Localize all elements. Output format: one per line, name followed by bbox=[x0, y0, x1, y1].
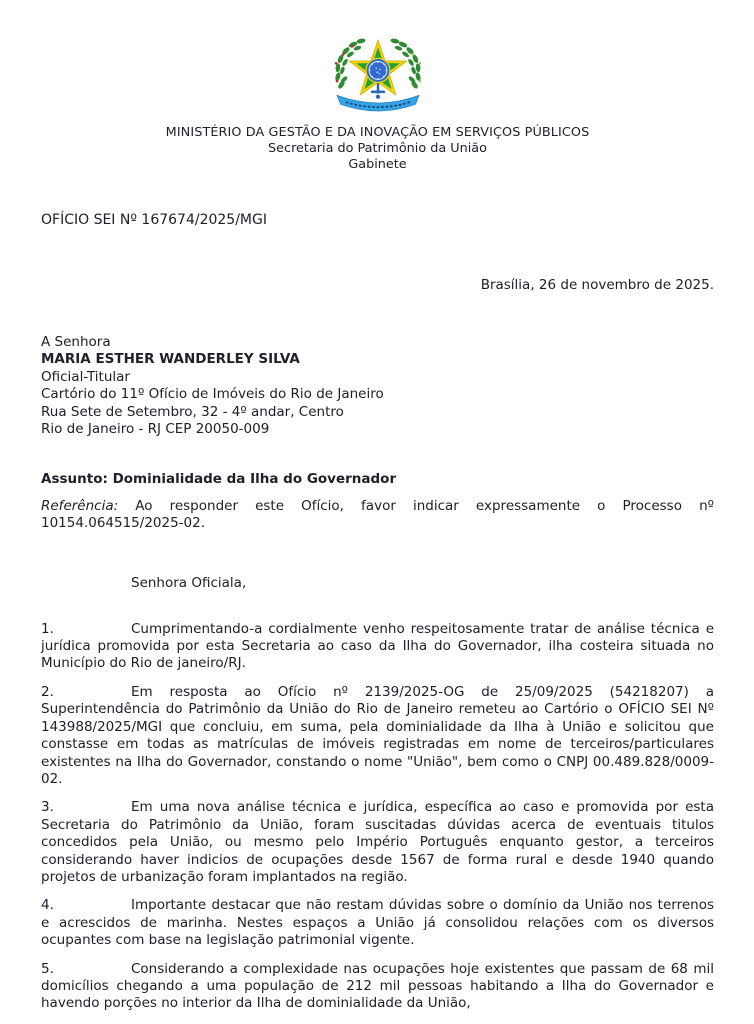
body-paragraph bbox=[41, 621, 714, 673]
body-paragraph bbox=[41, 799, 714, 886]
body-paragraph bbox=[41, 897, 714, 949]
reference-line bbox=[41, 498, 714, 533]
recipient-org: Cartório do 11º Ofício de Imóveis do Rio de Janeiro bbox=[41, 386, 384, 403]
paragraph-text: Em resposta ao Ofício nº 2139/2025-OG de 25/09/2025 (54218207) a Superintendência do Patrimônio da União do Rio de Janeiro remeteu ao Cartório o OFÍCIO SEI Nº 143988/2025/MGI que concluiu, em suma, pela dominialidade da Ilha à União e solicitou que constasse em todas as matrículas de imóveis registradas em nome de terceiros/particulares existentes na Ilha do Governador, constando o nome "União", bem como o CNPJ 00.489.828/0009-02. bbox=[41, 683, 714, 787]
office-name: Gabinete bbox=[348, 157, 407, 172]
paragraph-text: Cumprimentando-a cordialmente venho respeitosamente tratar de análise técnica e jurídica promovida por esta Secretaria ao caso da Ilha do Governador, ilha costeira situada no Município do Rio de janeiro/RJ. bbox=[41, 620, 714, 672]
subject-line: Assunto: Dominialidade da Ilha do Governador bbox=[41, 471, 397, 488]
document-header-crest bbox=[41, 0, 714, 119]
body-paragraphs bbox=[41, 621, 714, 1013]
paragraph-text: Considerando a complexidade nas ocupações hoje existentes que passam de 68 mil domicílios chegando a uma população de 212 mil pessoas habitando a Ilha do Governador e havendo porções no interior da Ilha de dominialidade da União, bbox=[41, 960, 714, 1012]
recipient-title: Oficial-Titular bbox=[41, 368, 130, 385]
paragraph-text: Em uma nova análise técnica e jurídica, específica ao caso e promovida por esta Secretaria do Patrimônio da União, foram suscitadas dúvidas acerca de eventuais titulos concedidos pela União, ou mesmo pelo Império Português enquanto gestor, a terceiros considerando haver indicios de ocupações desde 1567 de forma rural e desde 1940 quando projetos de urbanização foram implantados na região. bbox=[41, 799, 714, 885]
document-date: Brasília, 26 de novembro de 2025. bbox=[480, 277, 714, 293]
recipient-address-block bbox=[41, 334, 714, 438]
paragraph-number: 5. bbox=[41, 960, 54, 977]
secretariat-name: Secretaria do Patrimônio da União bbox=[268, 141, 487, 156]
brazil-coat-of-arms-icon bbox=[324, 100, 432, 119]
document-number: OFÍCIO SEI Nº 167674/2025/MGI bbox=[41, 212, 267, 228]
paragraph-number: 2. bbox=[41, 683, 54, 700]
reference-label: Referência: bbox=[41, 497, 119, 514]
body-paragraph bbox=[41, 961, 714, 1013]
recipient-city: Rio de Janeiro - RJ CEP 20050-009 bbox=[41, 421, 270, 438]
reference-text: Ao responder este Ofício, favor indicar expressamente o Processo nº 10154.064515/2025-02. bbox=[41, 497, 714, 532]
paragraph-number: 1. bbox=[41, 620, 54, 637]
recipient-name: MARIA ESTHER WANDERLEY SILVA bbox=[41, 351, 300, 368]
recipient-salutation: A Senhora bbox=[41, 334, 111, 350]
ministry-name: MINISTÉRIO DA GESTÃO E DA INOVAÇÃO EM SERVIÇOS PÚBLICOS bbox=[165, 125, 590, 140]
paragraph-number: 3. bbox=[41, 799, 54, 816]
paragraph-number: 4. bbox=[41, 897, 54, 914]
org-header bbox=[41, 125, 714, 173]
paragraph-text: Importante destacar que não restam dúvidas sobre o domínio da União nos terrenos e acrescidos de marinha. Nestes espaços a União já consolidou relações com os diversos ocupantes com base na legislação patrimonial vigente. bbox=[41, 897, 714, 949]
body-paragraph bbox=[41, 684, 714, 788]
recipient-street: Rua Sete de Setembro, 32 - 4º andar, Centro bbox=[41, 403, 344, 420]
body-salutation: Senhora Oficiala, bbox=[131, 574, 247, 591]
